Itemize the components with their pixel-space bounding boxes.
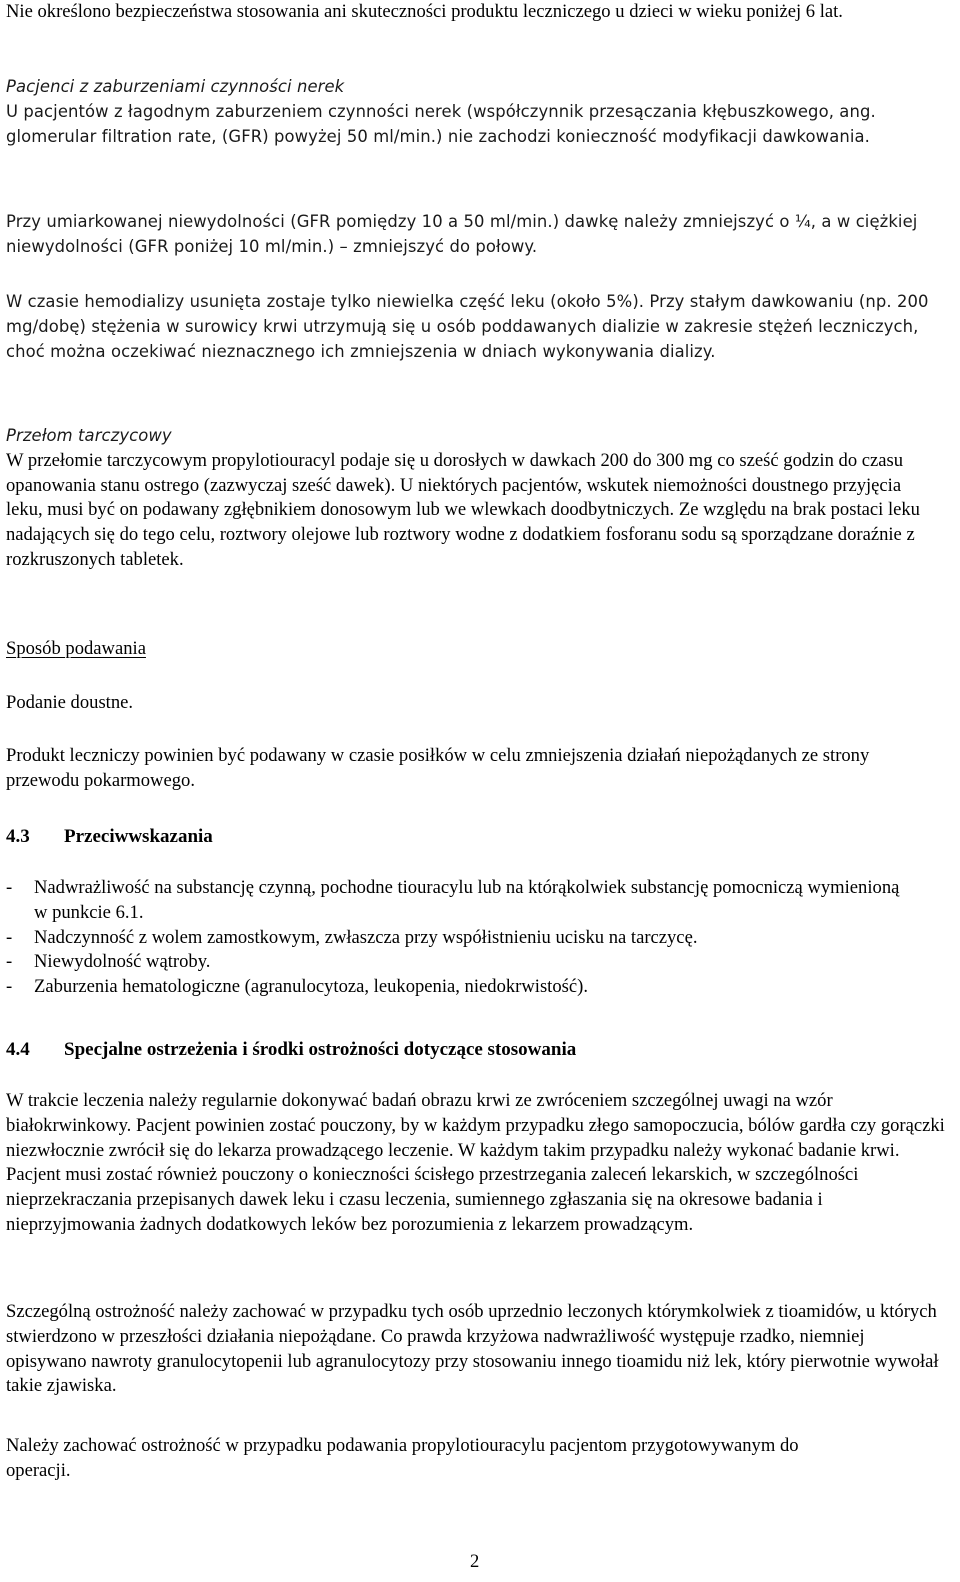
administration-heading: Sposób podawania bbox=[6, 638, 146, 659]
list-bullet: - bbox=[6, 951, 13, 973]
list-bullet: - bbox=[6, 926, 13, 948]
list-bullet: - bbox=[6, 976, 13, 998]
warnings-paragraph-2: Szczególną ostrożność należy zachować w przypadku tych osób uprzednio leczonych którymkolwiek z tioamidów, u których stwierdzono w przeszłości działania niepożądane. Co prawda krzyżowa nadwrażliwość występuje rzadko, niemniej opisywano nawroty granulocytopenii lub agranulocytozy przy stosowaniu innego tioamidu niż lek, który pierwotnie wywołał takie zjawiska. bbox=[6, 1301, 939, 1397]
section-4-4-heading bbox=[6, 1038, 576, 1062]
administration-paragraph-2: Produkt leczniczy powinien być podawany w czasie posiłków w celu zmniejszenia działań niepożądanych ze strony przewodu pokarmowego. bbox=[6, 745, 870, 791]
section-number: 4.4 bbox=[6, 1039, 30, 1060]
section-number: 4.3 bbox=[6, 826, 30, 847]
list-bullet: - bbox=[6, 877, 13, 898]
list-item: - Nadwrażliwość na substancję czynną, pochodne tiouracylu lub na którąkolwiek substancję pomocniczą wymienioną w punkcie 6.1. bbox=[6, 877, 900, 923]
contraindications-list bbox=[6, 876, 906, 1000]
kidney-paragraph-1: U pacjentów z łagodnym zaburzeniem czynności nerek (współczynnik przesączania kłębuszkowego, ang. glomerular filtration rate, (GFR) powyżej 50 ml/min.) nie zachodzi konieczność modyfikacji dawkowania. bbox=[6, 101, 876, 146]
administration-paragraph-1: Podanie doustne. bbox=[6, 692, 134, 713]
kidney-paragraph-3: W czasie hemodializy usunięta zostaje tylko niewielka część leku (około 5%). Przy stałym dawkowaniu (np. 200 mg/dobę) stężenia w surowicy krwi utrzymują się u osób poddawanych dializie w zakresie stężeń leczniczych, choć można oczekiwać nieznacznego ich zmniejszenia w dniach wykonywania dializy. bbox=[6, 292, 929, 361]
kidney-paragraph-2: Przy umiarkowanej niewydolności (GFR pomiędzy 10 a 50 ml/min.) dawkę należy zmniejszyć o ¼, a w ciężkiej niewydolności (GFR poniżej 10 ml/min.) – zmniejszyć do połowy. bbox=[6, 212, 918, 256]
warnings-paragraph-1: W trakcie leczenia należy regularnie dokonywać badań obrazu krwi ze zwróceniem szczególnej uwagi na wzór białokrwinkowy. Pacjent powinien zostać pouczony, by w każdym przypadku złego samopoczucia, bólów gardła czy gorączki niezwłocznie zwrócił się do lekarza prowadzącego leczenie. W każdym takim przypadku należy wykonać badanie krwi. Pacjent musi zostać również pouczony o konieczności ścisłego przestrzegania zaleceń lekarskich, w szczególności nieprzekraczania przepisanych dawek leku i czasu leczenia, sumiennego zgłaszania się na okresowe badania i nieprzyjmowania żadnych dodatkowych leków bez porozumienia z lekarzem prowadzącym. bbox=[6, 1090, 945, 1235]
thyroid-crisis-heading: Przełom tarczycowy bbox=[6, 426, 172, 445]
thyroid-crisis-paragraph: W przełomie tarczycowym propylotiouracyl podaje się u dorosłych w dawkach 200 do 300 mg co sześć godzin do czasu opanowania stanu ostrego (zazwyczaj sześć dawek). U niektórych pacjentów, wskutek niemożności doustnego przyjęcia leku, musi być on podawany zgłębnikiem donosowym lub we wlewkach doodbytniczych. Ze względu na brak postaci leku nadających się do tego celu, roztwory olejowe lub roztwory wodne z dodatkiem fosforanu sodu są sporządzane doraźnie z rozkruszonych tabletek. bbox=[6, 449, 920, 570]
kidney-section bbox=[6, 75, 941, 149]
list-item: - Zaburzenia hematologiczne (agranulocytoza, leukopenia, niedokrwistość). bbox=[6, 975, 906, 1000]
section-title: Przeciwwskazania bbox=[64, 826, 213, 847]
kidney-heading: Pacjenci z zaburzeniami czynności nerek bbox=[6, 77, 345, 96]
warnings-paragraph-3: Należy zachować ostrożność w przypadku podawania propylotiouracylu pacjentom przygotowywanym do operacji. bbox=[6, 1435, 799, 1481]
children-safety-paragraph: Nie określono bezpieczeństwa stosowania ani skuteczności produktu leczniczego u dzieci w wieku poniżej 6 lat. bbox=[6, 1, 843, 22]
section-4-3-heading bbox=[6, 825, 213, 849]
thyroid-crisis-section bbox=[6, 424, 941, 573]
list-item: - Niewydolność wątroby. bbox=[6, 950, 906, 975]
page-number: 2 bbox=[470, 1551, 480, 1572]
list-item: - Nadczynność z wolem zamostkowym, zwłaszcza przy współistnieniu ucisku na tarczycę. bbox=[6, 926, 906, 951]
section-title: Specjalne ostrzeżenia i środki ostrożności dotyczące stosowania bbox=[64, 1039, 577, 1060]
